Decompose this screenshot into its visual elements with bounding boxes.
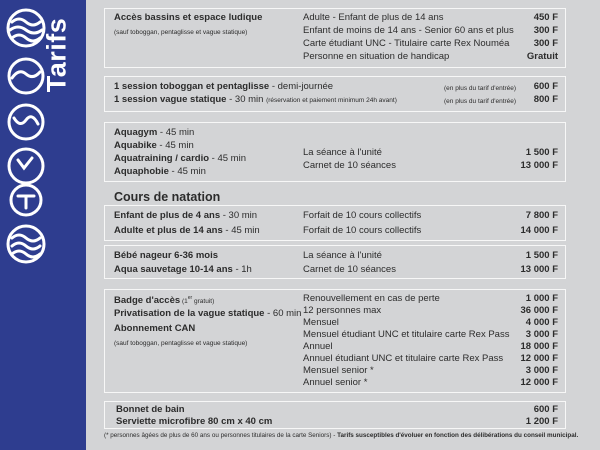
price-value: 7 800 F (525, 210, 558, 221)
price-value: Gratuit (526, 51, 558, 62)
price-value: 4 000 F (525, 317, 558, 328)
lesson-name: Adulte et plus de 14 ans - 45 min (114, 225, 260, 236)
price-value: 13 000 F (520, 160, 558, 171)
can-title: Abonnement CAN (114, 323, 196, 334)
price-label: Forfait de 10 cours collectifs (303, 225, 422, 236)
badge-title: Badge d'accès (1er gratuit) (114, 295, 215, 307)
privatisation-title: Privatisation de la vague statique - 60 min (114, 308, 302, 319)
session-toboggan: 1 session toboggan et pentaglisse - demi-journée (114, 81, 334, 92)
price-label: Carnet de 10 séances (303, 264, 396, 275)
section-heading: Cours de natation (114, 190, 221, 204)
price-value: 450 F (533, 12, 558, 23)
price-label: Carte étudiant UNC - Titulaire carte Rex Nouméa (303, 38, 510, 49)
price-label: Personne en situation de handicap (303, 51, 450, 62)
price-value: 600 F (533, 81, 558, 92)
session-note: (en plus du tarif d'entrée) (444, 98, 517, 105)
aqua-activity: Aquatraining / cardio - 45 min (114, 153, 246, 164)
pool-access-subtitle: (sauf toboggan, pentaglisse et vague statique) (114, 29, 248, 36)
price-label: Annuel étudiant UNC et titulaire carte Rex Pass (303, 353, 504, 364)
session-note: (en plus du tarif d'entrée) (444, 85, 517, 92)
shop-item: Serviette microfibre 80 cm x 40 cm (116, 416, 273, 427)
lesson-name: Enfant de plus de 4 ans - 30 min (114, 210, 258, 221)
price-value: 600 F (533, 404, 558, 415)
price-label: Mensuel étudiant UNC et titulaire carte Rex Pass (303, 329, 510, 340)
price-value: 300 F (533, 38, 558, 49)
lesson-name: Bébé nageur 6-36 mois (114, 250, 219, 261)
sidebar (0, 0, 86, 450)
footnote: (* personnes âgées de plus de 60 ans ou personnes titulaires de la carte Seniors) - Tarifs susceptibles d'évoluer en fonction des délibérations du conseil municipal. (104, 432, 579, 439)
price-value: 800 F (533, 94, 558, 105)
price-label: 12 personnes max (303, 305, 382, 316)
price-label: Mensuel senior * (303, 365, 374, 376)
price-value: 1 500 F (525, 147, 558, 158)
price-label: Mensuel (303, 317, 339, 328)
price-value: 18 000 F (520, 341, 558, 352)
price-label: Enfant de moins de 14 ans - Senior 60 ans et plus (303, 25, 514, 36)
price-value: 14 000 F (520, 225, 558, 236)
pool-access-title: Accès bassins et espace ludique (114, 12, 263, 23)
price-label: Renouvellement en cas de perte (303, 293, 440, 304)
price-value: 1 500 F (525, 250, 558, 261)
lesson-name: Aqua sauvetage 10-14 ans - 1h (114, 264, 252, 275)
price-label: La séance à l'unité (303, 147, 382, 158)
price-value: 12 000 F (520, 377, 558, 388)
aqua-activity: Aquagym - 45 min (114, 127, 195, 138)
price-value: 1 000 F (525, 293, 558, 304)
price-value: 12 000 F (520, 353, 558, 364)
aqua-activity: Aquabike - 45 min (114, 140, 194, 151)
price-value: 36 000 F (520, 305, 558, 316)
price-label: Carnet de 10 séances (303, 160, 396, 171)
price-label: La séance à l'unité (303, 250, 382, 261)
price-value: 13 000 F (520, 264, 558, 275)
price-label: Annuel senior * (303, 377, 368, 388)
price-label: Annuel (303, 341, 333, 352)
aqua-activity: Aquaphobie - 45 min (114, 166, 206, 177)
price-value: 1 200 F (525, 416, 558, 427)
price-label: Forfait de 10 cours collectifs (303, 210, 422, 221)
price-value: 300 F (533, 25, 558, 36)
price-value: 3 000 F (525, 365, 558, 376)
can-subtitle: (sauf toboggan, pentaglisse et vague statique) (114, 340, 248, 347)
sidebar-title: Tarifs (41, 17, 72, 93)
session-vague: 1 session vague statique - 30 min (réservation et paiement minimum 24h avant) (114, 94, 397, 105)
price-value: 3 000 F (525, 329, 558, 340)
shop-item: Bonnet de bain (116, 404, 185, 415)
price-label: Adulte - Enfant de plus de 14 ans (303, 12, 444, 23)
